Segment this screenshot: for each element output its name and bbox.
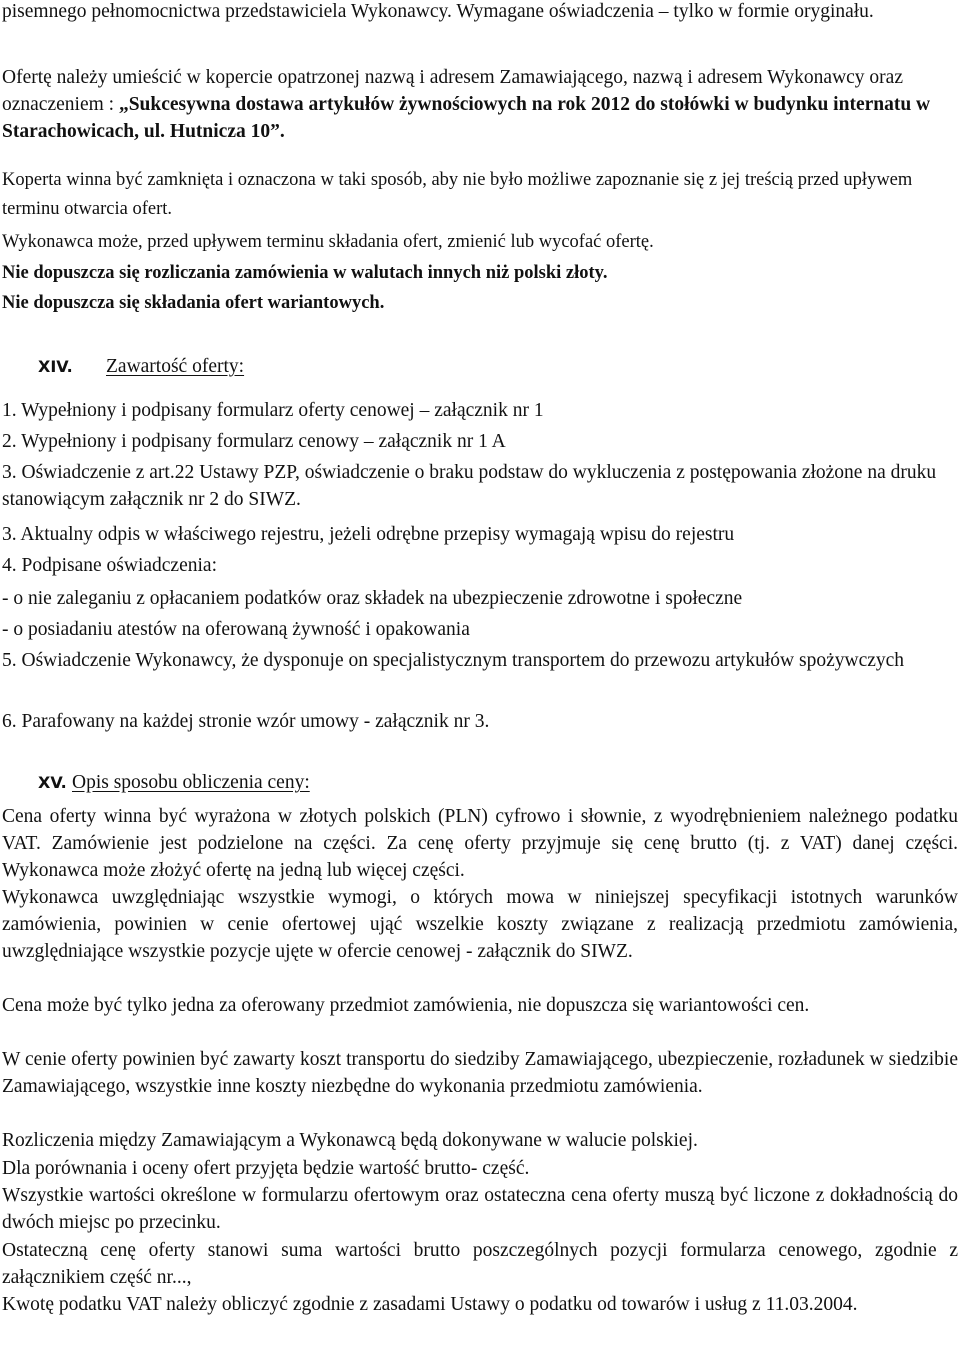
paragraph-transport-cost: W cenie oferty powinien być zawarty koszt transportu do siedziby Zamawiającego, ubezpieczenie, rozładunek w siedzibie Zamawiającego, wszystkie inne koszty niezbędne do wykonania przedmiotu zamówienia.: [2, 1049, 958, 1097]
paragraph-withdraw-offer: Wykonawca może, przed upływem terminu składania ofert, zmienić lub wycofać ofertę.: [2, 232, 654, 252]
list-item: - o nie zaleganiu z opłacaniem podatków oraz składek na ubezpieczenie zdrowotne i społeczne: [2, 588, 743, 609]
paragraph-settlement-currency: Rozliczenia między Zamawiającym a Wykonawcą będą dokonywane w walucie polskiej.: [2, 1130, 698, 1151]
paragraph-gross-value: Dla porównania i oceny ofert przyjęta będzie wartość brutto- część.: [2, 1158, 530, 1179]
section-xiv-number: XIV.: [38, 357, 73, 376]
envelope-text: Ofertę należy umieścić w kopercie opatrzonej nazwą i adresem Zamawiającego, nazwą i adresem Wykonawcy oraz oznaczeniem :: [2, 67, 903, 115]
list-item: 6. Parafowany na każdej stronie wzór umowy - załącznik nr 3.: [2, 711, 490, 732]
envelope-label-bold: „Sukcesywna dostawa artykułów żywnościowych na rok 2012 do stołówki w budynku internatu w Starachowicach, ul. Hutnicza 10”.: [2, 94, 931, 142]
list-item: 4. Podpisane oświadczenia:: [2, 555, 217, 576]
section-xv-title: Opis sposobu obliczenia ceny:: [72, 772, 310, 793]
paragraph-envelope: [2, 64, 958, 145]
paragraph-envelope-sealed: Koperta winna być zamknięta i oznaczona w taki sposób, aby nie było możliwe zapoznanie się z jej treścią przed upływem terminu otwarcia ofert.: [2, 170, 913, 219]
list-item: 3. Oświadczenie z art.22 Ustawy PZP, oświadczenie o braku podstaw do wykluczenia z postępowania złożone na druku stanowiącym załącznik nr 2 do SIWZ.: [2, 462, 937, 510]
list-item: 3. Aktualny odpis w właściwego rejestru, jeżeli odrębne przepisy wymagają wpisu do rejestru: [2, 524, 735, 545]
paragraph-final-price: Ostateczną cenę oferty stanowi suma wartości brutto poszczególnych pozycji formularza cenowego, zgodnie z załącznikiem część nr...,: [2, 1240, 958, 1288]
list-item: 1. Wypełniony i podpisany formularz oferty cenowej – załącznik nr 1: [2, 400, 544, 421]
paragraph-vat-calculation: Kwotę podatku VAT należy obliczyć zgodnie z zasadami Ustawy o podatku od towarów i usług z 11.03.2004.: [2, 1294, 858, 1315]
paragraph-rounding: Wszystkie wartości określone w formularzu ofertowym oraz ostateczna cena oferty muszą być liczone z dokładnością do dwóch miejsc po przecinku.: [2, 1185, 958, 1233]
section-xv-heading: [38, 769, 310, 799]
list-item: - o posiadaniu atestów na oferowaną żywność i opakowania: [2, 619, 470, 640]
list-item: 2. Wypełniony i podpisany formularz cenowy – załącznik nr 1 A: [2, 431, 506, 452]
section-xv-number: XV.: [38, 773, 67, 792]
section-xiv-title: Zawartość oferty:: [106, 356, 245, 377]
paragraph-price-definition: Cena oferty winna być wyrażona w złotych polskich (PLN) cyfrowo i słownie, z wyodrębnieniem należnego podatku VAT. Zamówienie jest podzielone na części. Za cenę oferty przyjmuje się cenę brutto (tj. z VAT) danej części. Wykonawca może złożyć ofertę na jedną lub więcej części.: [2, 806, 958, 881]
paragraph-single-price: Cena może być tylko jedna za oferowany przedmiot zamówienia, nie dopuszcza się wariantowości cen.: [2, 995, 810, 1016]
paragraph-no-foreign-currency: Nie dopuszcza się rozliczania zamówienia w walutach innych niż polski złoty.: [2, 263, 608, 283]
section-xiv-heading: [38, 353, 244, 383]
paragraph-no-variant-offers: Nie dopuszcza się składania ofert wariantowych.: [2, 293, 385, 313]
paragraph-power-of-attorney: pisemnego pełnomocnictwa przedstawiciela Wykonawcy. Wymagane oświadczenia – tylko w formie oryginału.: [2, 1, 874, 22]
paragraph-price-costs: Wykonawca uwzględniając wszystkie wymogi, o których mowa w niniejszej specyfikacji istotnych warunków zamówienia, powinien w cenie ofertowej ująć wszelkie koszty związane z realizacją przedmiotu zamówienia, uwzględniające wszystkie pozycje ujęte w ofercie cenowej - załącznik do SIWZ.: [2, 887, 958, 962]
list-item: 5. Oświadczenie Wykonawcy, że dysponuje on specjalistycznym transportem do przewozu artykułów spożywczych: [2, 650, 905, 671]
